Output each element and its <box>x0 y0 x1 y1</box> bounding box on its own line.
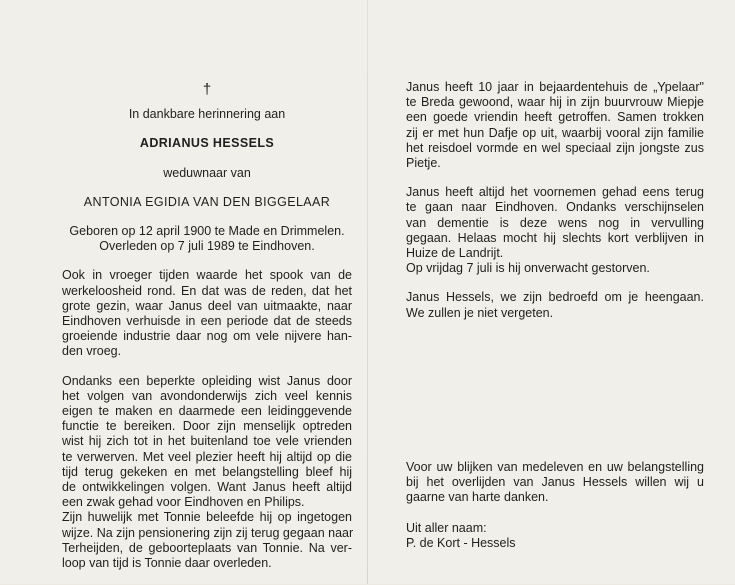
text-line: Janus Hessels, we zijn bedroefd om je heengaan. <box>406 290 704 305</box>
death-line: Overleden op 7 juli 1989 te Eindhoven. <box>99 239 315 254</box>
text-line: de ontwikkelingen volgen. Want Janus heeft altijd <box>62 480 352 495</box>
text-line: Terheijden, de geboorteplaats van Tonnie. Na ver- <box>62 540 352 555</box>
card-fold <box>367 0 368 584</box>
text-line: groeiende industrie daar nog om vele nijvere han- <box>62 329 352 344</box>
text-line: loop van tijd is Tonnie daar overleden. <box>62 556 272 571</box>
text-line: van dementie is deze wens nog in vervulling <box>406 215 704 230</box>
text-line: een goede vriendin heeft getroffen. Samen trokken <box>406 110 704 125</box>
left-paragraph-2 <box>62 374 352 572</box>
text-line: werkeloosheid rond. En dat was de reden, dat het <box>62 283 352 298</box>
right-paragraph-1 <box>406 80 704 171</box>
birth-line: Geboren op 12 april 1900 te Made en Drimmelen. <box>69 224 345 239</box>
text-line: Janus heeft altijd het voornemen gehad eens terug <box>406 185 704 200</box>
text-line: een zwak gehad voor Eindhoven en Philips. <box>62 495 305 510</box>
text-line: tijd terug gekeken en met belangstelling bleef hij <box>62 464 352 479</box>
spouse-name: ANTONIA EGIDIA VAN DEN BIGGELAAR <box>83 194 331 209</box>
right-paragraph-3 <box>406 290 704 320</box>
text-line: Janus heeft 10 jaar in bejaardentehuis de „Ypelaar" <box>406 80 704 94</box>
text-line: grote gezin, waar Janus deel van uitmaakte, naar <box>62 298 352 313</box>
text-line: eigen te maken en daarmede een leidinggevende <box>62 404 352 419</box>
right-page <box>406 80 704 335</box>
relation-line: weduwnaar van <box>163 165 251 180</box>
left-paragraph-1 <box>62 268 352 359</box>
text-line: zij er met hun Dafje op uit, waarbij vooral zijn familie <box>406 125 704 140</box>
right-paragraph-2 <box>406 185 704 276</box>
text-line: te verwerven. Met veel plezier heeft hij altijd op die <box>62 449 352 464</box>
thanks-paragraph <box>406 460 704 506</box>
signoff <box>406 521 704 551</box>
text-line: We zullen je niet vergeten. <box>406 305 554 320</box>
text-line: Op vrijdag 7 juli is hij onverwacht gestorven. <box>406 261 650 276</box>
text-line: te gaan naar Eindhoven. Ondanks verschijnselen <box>406 200 704 215</box>
cross-symbol: † <box>202 81 212 98</box>
intro-line: In dankbare herinnering aan <box>128 107 286 122</box>
life-dates <box>62 224 352 254</box>
text-line: Zijn huwelijk met Tonnie beleefde hij op ingetogen <box>62 510 352 525</box>
deceased-name: ADRIANUS HESSELS <box>139 136 275 151</box>
text-line: Pietje. <box>406 156 441 171</box>
text-line: het reisdoel vormde en wel speciaal zijn jongste zus <box>406 140 704 155</box>
text-line: bij het overlijden van Janus Hessels willen wij u <box>406 475 704 490</box>
text-line: gaarne van harte danken. <box>406 490 549 505</box>
signoff-label: Uit aller naam: <box>406 521 487 535</box>
text-line: den vroeg. <box>62 344 122 359</box>
text-line: functie te bereiken. Door zijn menselijk optreden <box>62 419 352 434</box>
text-line: Eindhoven verhuisde in een periode dat de steeds <box>62 314 352 329</box>
text-line: Huize de Landrijt. <box>406 246 504 261</box>
signoff-name: P. de Kort - Hessels <box>406 536 516 551</box>
text-line: Ondanks een beperkte opleiding wist Janus door <box>62 373 352 388</box>
text-line: wist hij zich tot in het buitenland toe vele vrienden <box>62 434 352 449</box>
text-line: Voor uw blijken van medeleven en uw belangstelling <box>406 460 704 474</box>
text-line: Ook in vroeger tijden waarde het spook van de <box>62 268 352 283</box>
text-line: het volgen van avondonderwijs zich veel kennis <box>62 388 352 403</box>
text-line: wijze. Na zijn pensionering zijn zij terug gegaan naar <box>62 525 354 540</box>
text-line: gegaan. Helaas mocht hij slechts kort verblijven in <box>406 230 704 245</box>
text-line: te Breda gewoond, waar hij in zijn buurvrouw Miepje <box>406 95 704 110</box>
left-page <box>62 82 352 585</box>
